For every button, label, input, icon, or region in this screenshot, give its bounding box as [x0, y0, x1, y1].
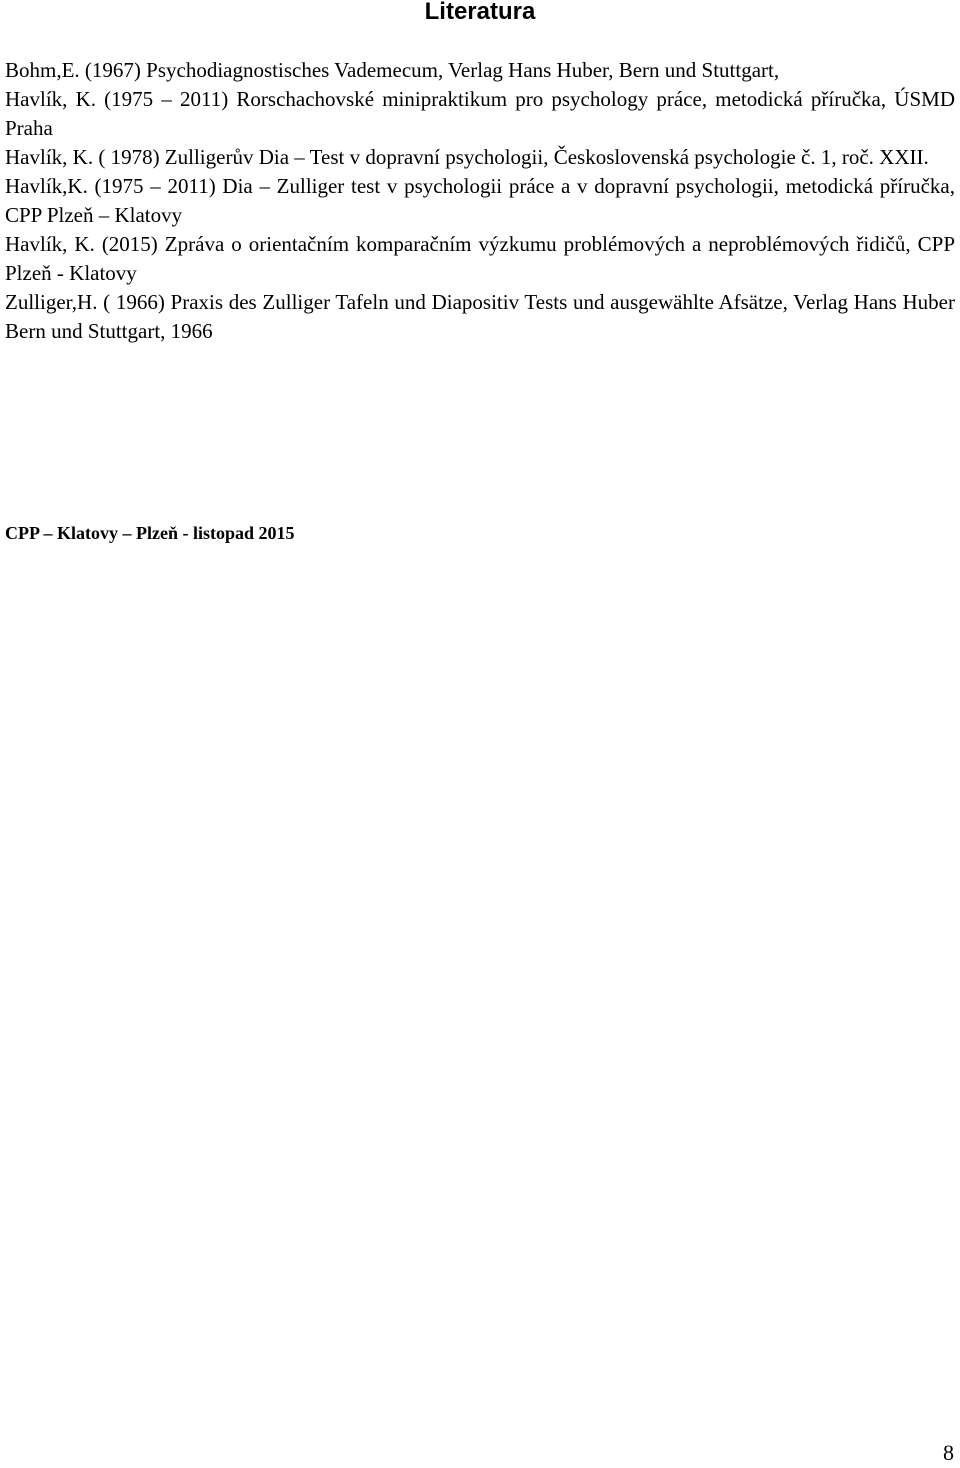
reference-item: Havlík, K. (1975 – 2011) Rorschachovské minipraktikum pro psychology práce, metodická příručka, ÚSMD Praha [5, 87, 955, 140]
page-title: Literatura [424, 0, 536, 25]
reference-item: Zulliger,H. ( 1966) Praxis des Zulliger Tafeln und Diapositiv Tests und ausgewählte Afsätze, Verlag Hans Huber Bern und Stuttgart, 1966 [5, 290, 955, 343]
page-number: 8 [943, 1440, 954, 1465]
reference-item: Havlík,K. (1975 – 2011) Dia – Zulliger test v psychologii práce a v dopravní psychologii, metodická příručka, CPP Plzeň – Klatovy [5, 174, 955, 227]
reference-list [5, 56, 955, 346]
reference-item: Havlík, K. (2015) Zpráva o orientačním komparačním výzkumu problémových a neproblémových řidičů, CPP Plzeň - Klatovy [5, 232, 955, 285]
reference-item: Havlík, K. ( 1978) Zulligerův Dia – Test v dopravní psychologii, Československá psychologie č. 1, roč. XXII. [5, 145, 929, 169]
reference-item: Bohm,E. (1967) Psychodiagnostisches Vademecum, Verlag Hans Huber, Bern und Stuttgart, [5, 58, 780, 82]
footer-note: CPP – Klatovy – Plzeň - listopad 2015 [5, 523, 295, 543]
